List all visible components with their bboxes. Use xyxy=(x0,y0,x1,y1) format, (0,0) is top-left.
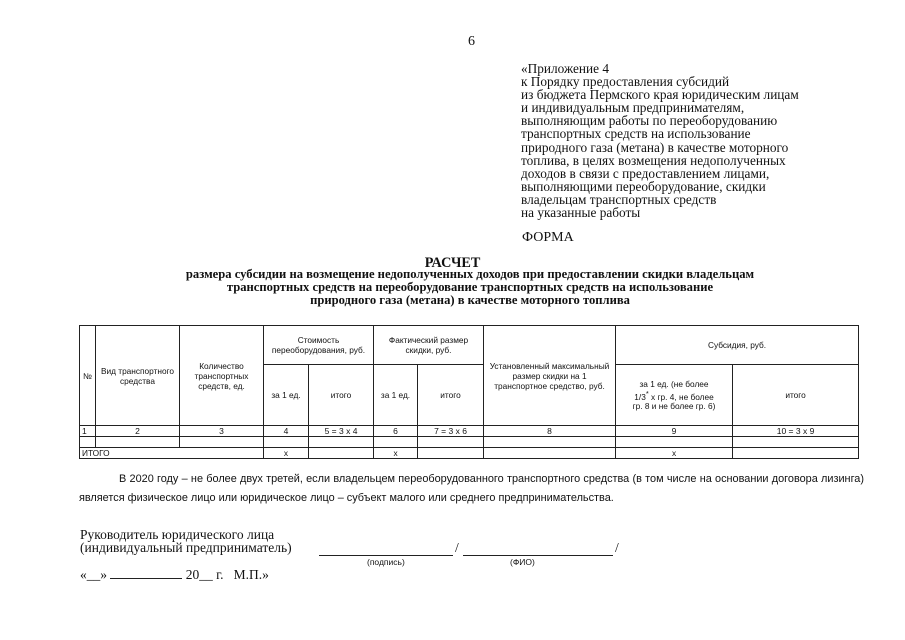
header-cost-group: Стоимость переоборудования, руб. xyxy=(264,326,374,365)
total-row xyxy=(80,448,859,459)
empty-cell xyxy=(484,437,616,448)
column-numbers-row xyxy=(80,426,859,437)
appendix-line: владельцам транспортных средств xyxy=(521,191,717,207)
empty-cell xyxy=(733,437,859,448)
signature-slash: / xyxy=(455,540,459,555)
name-slash: / xyxy=(615,540,619,555)
form-label: ФОРМА xyxy=(522,230,574,245)
total-label: ИТОГО xyxy=(80,448,264,459)
calculation-table xyxy=(79,325,859,459)
date-stamp-line xyxy=(80,567,269,583)
appendix-line: природного газа (метана) в качестве моторного xyxy=(521,139,789,155)
header-cost-total: итого xyxy=(309,365,374,426)
appendix-header xyxy=(521,62,799,219)
subtitle-line: размера субсидии на возмещение недополученных доходов при предоставлении скидки владельцам xyxy=(185,267,755,281)
header-vehicle-type: Вид транспортного средства xyxy=(96,326,180,426)
empty-cell xyxy=(96,437,180,448)
header-discount-total: итого xyxy=(418,365,484,426)
appendix-line: доходов в связи с предоставлением лицами, xyxy=(521,165,770,181)
empty-cell xyxy=(80,437,96,448)
header-subsidy-per-unit: за 1 ед. (не более 1/3* х гр. 4, не более гр. 8 и не более гр. 6) xyxy=(616,365,733,426)
appendix-line: и индивидуальным предпринимателям, xyxy=(521,100,745,116)
empty-cell xyxy=(374,437,418,448)
column-number: 10 = 3 х 9 xyxy=(733,426,859,437)
table-row xyxy=(80,437,859,448)
empty-cell xyxy=(484,448,616,459)
header-discount-per-unit: за 1 ед. xyxy=(374,365,418,426)
column-number: 1 xyxy=(80,426,96,437)
column-number: 2 xyxy=(96,426,180,437)
column-number: 8 xyxy=(484,426,616,437)
signature-line xyxy=(319,555,453,556)
column-number: 9 xyxy=(616,426,733,437)
column-number: 7 = 3 х 6 xyxy=(418,426,484,437)
total-x: х xyxy=(374,448,418,459)
header-quantity: Количество транспортных средств, ед. xyxy=(180,326,264,426)
subtitle-line: природного газа (метана) в качестве моторного топлива xyxy=(310,293,630,308)
date-month-line xyxy=(110,568,182,579)
empty-cell xyxy=(733,448,859,459)
header-discount-group: Фактический размер скидки, руб. xyxy=(374,326,484,365)
appendix-line: на указанные работы xyxy=(521,205,641,221)
page-number: 6 xyxy=(468,34,475,49)
empty-cell xyxy=(616,437,733,448)
appendix-line: топлива, в целях возмещения недополученных xyxy=(521,152,786,168)
appendix-line: к Порядку предоставления субсидий xyxy=(521,74,730,90)
total-x: х xyxy=(616,448,733,459)
appendix-line: транспортных средств на использование xyxy=(521,126,751,142)
total-x: х xyxy=(264,448,309,459)
footnote: В 2020 году – не более двух третей, если владельцем переоборудованного транспортного средства (в том числе на основании договора лизинга) является физическое лицо или юридическое лицо – субъект малого или среднего предпринимательства. xyxy=(79,473,864,504)
header-subsidy-total: итого xyxy=(733,365,859,426)
empty-cell xyxy=(418,437,484,448)
empty-cell xyxy=(180,437,264,448)
date-year: 20__ г. xyxy=(185,567,224,582)
appendix-line: «Приложение 4 xyxy=(521,61,609,76)
empty-cell xyxy=(418,448,484,459)
header-subsidy-group: Субсидия, руб. xyxy=(616,326,859,365)
appendix-line: выполняющими переоборудование, скидки xyxy=(521,178,766,194)
empty-cell xyxy=(309,437,374,448)
signature-caption: (подпись) xyxy=(367,557,405,567)
column-number: 6 xyxy=(374,426,418,437)
empty-cell xyxy=(309,448,374,459)
column-number: 3 xyxy=(180,426,264,437)
document-title: РАСЧЕТ xyxy=(424,255,481,271)
column-number: 4 xyxy=(264,426,309,437)
header-num: № xyxy=(80,326,96,426)
empty-cell xyxy=(264,437,309,448)
column-number: 5 = 3 х 4 xyxy=(309,426,374,437)
signature-title-line2: (индивидуальный предприниматель) xyxy=(80,540,292,555)
document-subtitle xyxy=(120,268,820,308)
appendix-line: выполняющим работы по переоборудованию xyxy=(521,113,778,129)
date-day: «__» xyxy=(80,567,107,582)
subtitle-line: транспортных средств на переоборудование транспортных средств на использование xyxy=(226,280,714,295)
header-max-discount: Установленный максимальный размер скидки на 1 транспортное средство, руб. xyxy=(484,326,616,426)
stamp-label: М.П.» xyxy=(233,567,269,582)
header-cost-per-unit: за 1 ед. xyxy=(264,365,309,426)
signature-title-line1: Руководитель юридического лица xyxy=(80,527,275,542)
name-caption: (ФИО) xyxy=(510,557,535,567)
appendix-line: из бюджета Пермского края юридическим лицам xyxy=(521,87,799,103)
name-line xyxy=(463,555,613,556)
